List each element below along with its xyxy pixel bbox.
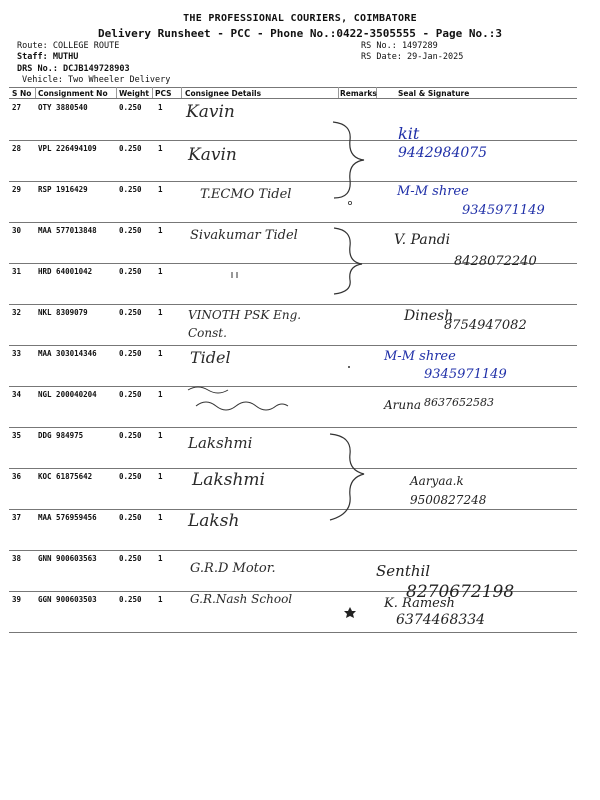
row-pcs: 1 [158,349,163,358]
row-sno: 37 [12,513,22,522]
row-consignee: Laksh [188,511,240,531]
signature-phone: 8754947082 [444,318,527,333]
row-sno: 39 [12,595,22,604]
row-consignment: GGN 900603503 [38,595,97,604]
row-sno: 35 [12,431,22,440]
row-weight: 0.250 [119,431,142,440]
row-consignee: T.ECMO Tidel [200,187,292,202]
runsheet-title: Delivery Runsheet - PCC - Phone No.:0422-3505555 - Page No.:3 [98,27,502,40]
row-consignee: VINOTH PSK Eng. Const. [188,308,302,340]
row-weight: 0.250 [119,513,142,522]
row-weight: 0.250 [119,595,142,604]
signature-name: Aruna [384,398,422,412]
staff-label: Staff: MUTHU [17,52,79,62]
row-consignment: MAA 576959456 [38,513,97,522]
signature-phone: 6374468334 [396,612,486,628]
col-remarks: Remarks [340,89,377,98]
row-consignment: GNN 900603563 [38,554,97,563]
route-label: Route: COLLEGE ROUTE [17,41,120,51]
signature-name: kit [398,124,420,143]
row-weight: 0.250 [119,103,142,112]
row-weight: 0.250 [119,267,142,276]
row-weight: 0.250 [119,308,142,317]
row-consignment: DDG 984975 [38,431,84,440]
col-sno: S No [12,89,32,98]
row-sno: 38 [12,554,22,563]
row-sno: 27 [12,103,22,112]
col-consignment: Consignment No [38,89,108,98]
remarks-dot-icon [348,201,351,204]
signature-phone: 8428072240 [454,254,537,269]
row-sno: 32 [12,308,22,317]
signature-name: M-M shree [397,184,469,199]
signature-phone: 9500827248 [410,493,487,507]
row-consignment: MAA 303014346 [38,349,97,358]
row-pcs: 1 [158,595,163,604]
row-consignment: VPL 226494109 [38,144,97,153]
tamil-script-icon [196,402,288,410]
star-icon [344,607,356,618]
signature-name: V. Pandi [394,232,451,248]
col-seal-signature: Seal & Signature [398,89,470,98]
row-consignee: Kavin [186,102,235,122]
row-consignee: Lakshmi [192,470,265,490]
signature-name: M-M shree [384,349,456,364]
row-consignment: RSP 1916429 [38,185,88,194]
row-sno: 33 [12,349,22,358]
drs-label: DRS No.: DCJB149728903 [17,64,130,74]
row-sno: 28 [12,144,22,153]
signature-phone: 9442984075 [398,145,488,161]
signature-name: Aaryaa.k [410,474,464,488]
row-consignment: MAA 577013848 [38,226,97,235]
row-pcs: 1 [158,513,163,522]
row-consignment: KOC 61875642 [38,472,93,481]
row-weight: 0.250 [119,554,142,563]
row-consignment: OTY 3880540 [38,103,88,112]
row-consignee: Sivakumar Tidel [190,228,298,243]
row-sno: 36 [12,472,22,481]
row-pcs: 1 [158,554,163,563]
row-pcs: 1 [158,308,163,317]
col-consignee: Consignee Details [185,89,262,98]
row-pcs: 1 [158,226,163,235]
row-weight: 0.250 [119,185,142,194]
row-consignee: G.R.D Motor. [190,561,276,576]
rs-date-label: RS Date: 29-Jan-2025 [361,52,464,62]
remarks-dot-icon [348,366,350,368]
row-pcs: 1 [158,390,163,399]
row-weight: 0.250 [119,472,142,481]
row-pcs: 1 [158,103,163,112]
row-weight: 0.250 [119,226,142,235]
row-weight: 0.250 [119,390,142,399]
signature-name: Dinesh [404,308,454,324]
row-consignment: NGL 200040204 [38,390,97,399]
signature-phone: 8637652583 [424,396,494,409]
signature-phone: 9345971149 [424,367,507,382]
signature-phone: 8270672198 [406,582,515,602]
row-pcs: 1 [158,472,163,481]
row-pcs: 1 [158,144,163,153]
row-consignee: Lakshmi [188,434,253,452]
col-weight: Weight [119,89,149,98]
row-sno: 30 [12,226,22,235]
row-pcs: 1 [158,267,163,276]
row-sno: 31 [12,267,22,276]
row-weight: 0.250 [119,144,142,153]
row-sno: 29 [12,185,22,194]
row-consignment: NKL 8309079 [38,308,88,317]
rs-no-label: RS No.: 1497289 [361,41,438,51]
col-pcs: PCS [155,89,172,98]
remarks-brace-icon [334,228,362,294]
row-consignee: Kavin [188,145,237,165]
remarks-brace-icon [330,434,364,520]
row-pcs: 1 [158,431,163,440]
company-title: THE PROFESSIONAL COURIERS, COIMBATORE [183,13,417,24]
row-consignee: Tidel [190,348,231,367]
tamil-script-icon [188,387,228,393]
row-sno: 34 [12,390,22,399]
signature-name: Senthil [376,562,431,580]
row-consignment: HRD 64001042 [38,267,93,276]
signature-phone: 9345971149 [462,203,545,218]
row-pcs: 1 [158,185,163,194]
vehicle-label: Vehicle: Two Wheeler Delivery [22,75,171,85]
signature-name: K. Ramesh [384,596,455,611]
remarks-brace-icon [333,122,364,198]
row-consignee: G.R.Nash School [190,592,293,606]
row-weight: 0.250 [119,349,142,358]
